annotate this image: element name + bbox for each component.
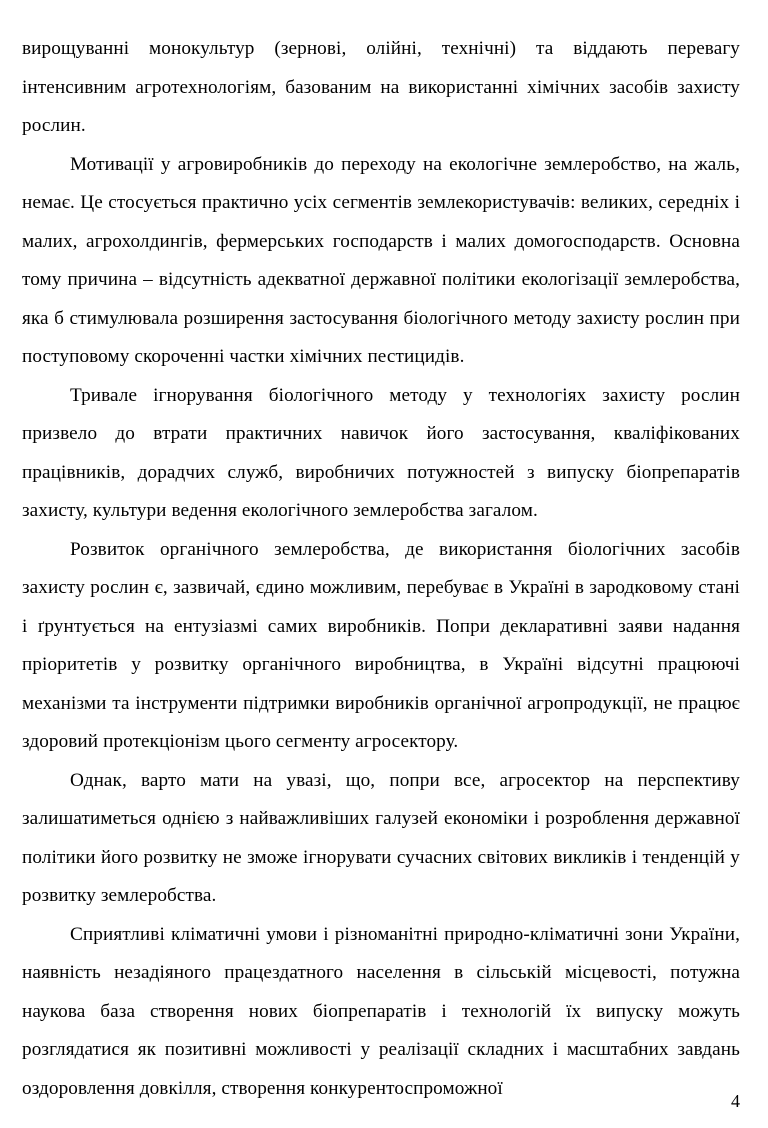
paragraph: вирощуванні монокультур (зернові, олійні, технічні) та віддають перевагу інтенсивним агротехнологіям, базованим на використанні хімічних засобів захисту рослин.: [22, 38, 740, 136]
document-body: [22, 30, 740, 1111]
page-number: 4: [731, 1091, 740, 1111]
paragraph: Сприятливі кліматичні умови і різноманітні природно-кліматичні зони України, наявність незадіяного працездатного населення в сільській місцевості, потужна наукова база створення нових біопрепаратів і технологій їх випуску можуть розглядатися як позитивні можливості у реалізації складних і масштабних завдань оздоровлення довкілля, створення конкурентоспроможної: [22, 923, 740, 1099]
paragraph: Мотивації у агровиробників до переходу на екологічне землеробство, на жаль, немає. Це стосується практично усіх сегментів землекористувачів: великих, середніх і малих, агрохолдингів, фермерських господарств і малих домогосподарств. Основна тому причина – відсутність адекватної державної політики екологізації землеробства, яка б стимулювала розширення застосування біологічного методу захисту рослин при поступовому скороченні частки хімічних пестицидів.: [22, 153, 740, 367]
paragraph: Однак, варто мати на увазі, що, попри все, агросектор на перспективу залишатиметься однією з найважливіших галузей економіки і розроблення державної політики його розвитку не зможе ігнорувати сучасних світових викликів і тенденцій у розвитку землеробства.: [22, 769, 740, 906]
paragraph: Розвиток органічного землеробства, де використання біологічних засобів захисту рослин є, зазвичай, єдино можливим, перебуває в Україні в зародковому стані і ґрунтується на ентузіазмі самих виробників. Попри декларативні заяви надання пріоритетів у розвитку органічного виробництва, в Україні відсутні працюючі механізми та інструменти підтримки виробників органічної агропродукції, не працює здоровий протекціонізм цього сегменту агросектору.: [22, 538, 740, 752]
paragraph: Тривале ігнорування біологічного методу у технологіях захисту рослин призвело до втрати практичних навичок його застосування, кваліфікованих працівників, дорадчих служб, виробничих потужностей з випуску біопрепаратів захисту, культури ведення екологічного землеробства загалом.: [22, 384, 740, 521]
